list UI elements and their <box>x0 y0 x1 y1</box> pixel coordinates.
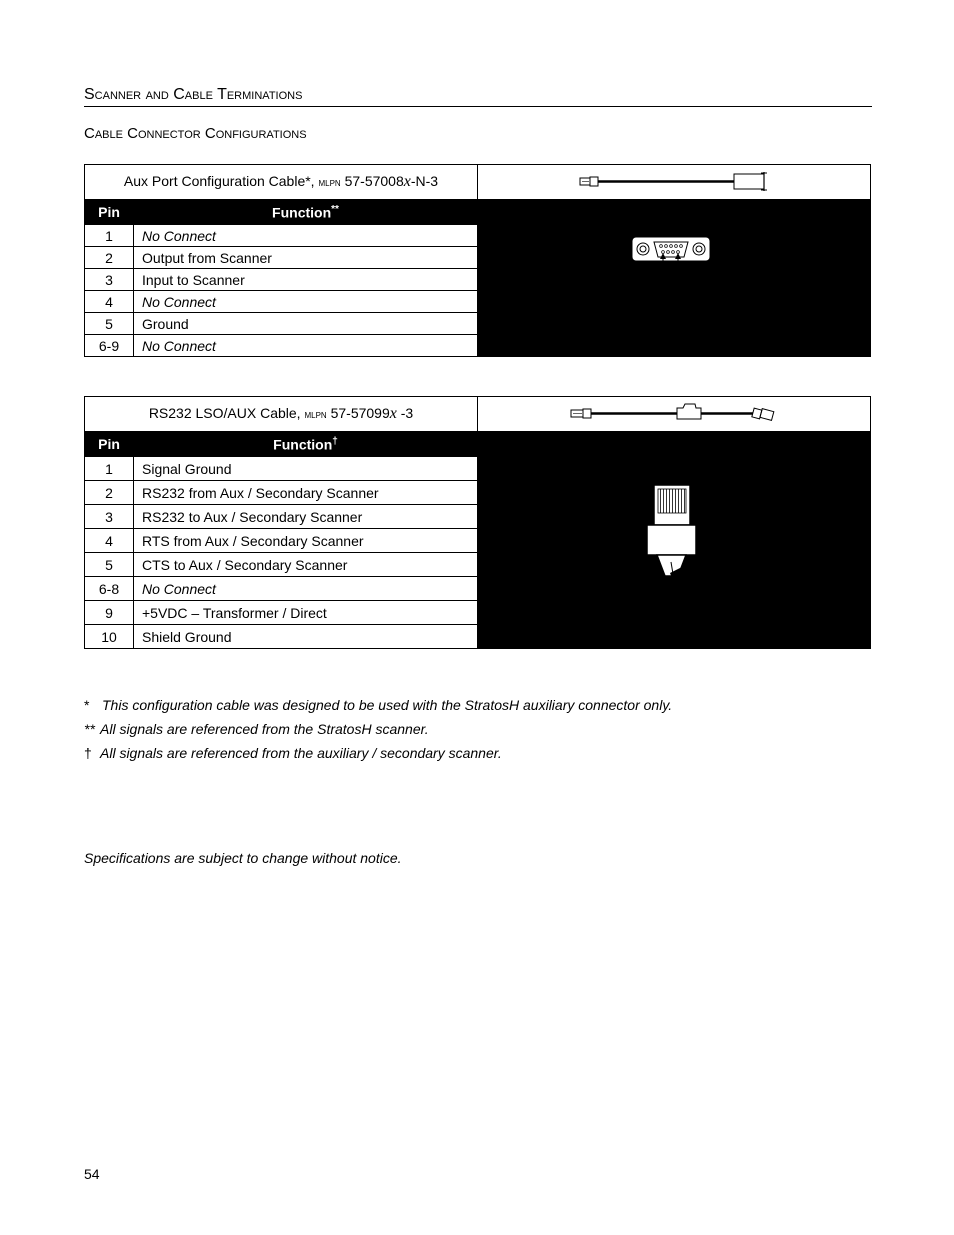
pin-number: 3 <box>85 269 134 291</box>
pin-number: 3 <box>85 505 134 529</box>
aux-port-cable-table <box>84 164 871 357</box>
pin-number: 2 <box>85 481 134 505</box>
pin-function: RS232 to Aux / Secondary Scanner <box>134 505 478 529</box>
pin-function: No Connect <box>134 335 478 357</box>
pin-label-6: 6 <box>676 272 684 286</box>
pin-label-5: 5 <box>654 209 662 223</box>
table-title: RS232 LSO/AUX Cable, mlpn 57-57099x -3 <box>85 397 478 432</box>
pin-number: 2 <box>85 247 134 269</box>
footnote-dagger: † All signals are referenced from the auxiliary / secondary scanner. <box>84 745 502 761</box>
pin-function: Input to Scanner <box>134 269 478 291</box>
pin-number: 5 <box>85 313 134 335</box>
connector-diagram <box>478 200 871 357</box>
rs232-cable-icon <box>569 400 779 426</box>
pin-function: Signal Ground <box>134 457 478 481</box>
pin-number: 4 <box>85 291 134 313</box>
pin-function: No Connect <box>134 291 478 313</box>
pin-function: Ground <box>134 313 478 335</box>
subsection-title: Cable Connector Configurations <box>84 125 307 142</box>
specifications-note: Specifications are subject to change without notice. <box>84 850 402 866</box>
section-title: Scanner and Cable Terminations <box>84 86 872 107</box>
pin-function: RTS from Aux / Secondary Scanner <box>134 529 478 553</box>
connector-caption: 10-Position Angled Modular Plug <box>574 610 769 624</box>
pin-function: CTS to Aux / Secondary Scanner <box>134 553 478 577</box>
pin-number: 5 <box>85 553 134 577</box>
pin-label-1: 1 <box>678 209 686 223</box>
connector-caption: 9-Pin D-Type Connector <box>601 291 743 305</box>
pin-number: 1 <box>85 457 134 481</box>
pin-label-10: 10 <box>683 467 697 481</box>
aux-cable-icon <box>574 168 774 194</box>
pin-function: Output from Scanner <box>134 247 478 269</box>
footnote-double-asterisk: ** All signals are referenced from the StratosH scanner. <box>84 721 429 737</box>
modular-plug-icon <box>574 436 774 626</box>
pin-function: No Connect <box>134 577 478 601</box>
pin-number: 6-9 <box>85 335 134 357</box>
pin-column-header: Pin <box>85 432 134 457</box>
pin-function: No Connect <box>134 225 478 247</box>
rs232-lso-aux-cable-table <box>84 396 871 649</box>
pin-label-1: 1 <box>649 467 657 481</box>
function-column-header: Function† <box>134 432 478 457</box>
connector-diagram <box>478 432 871 649</box>
footnote-asterisk: * This configuration cable was designed to be used with the StratosH auxiliary connector only. <box>84 697 673 713</box>
pin-function: +5VDC – Transformer / Direct <box>134 601 478 625</box>
cable-illustration <box>478 165 871 200</box>
pin-number: 10 <box>85 625 134 649</box>
pin-function: RS232 from Aux / Secondary Scanner <box>134 481 478 505</box>
page-number: 54 <box>84 1166 100 1182</box>
cable-illustration <box>478 397 871 432</box>
pin-label-9: 9 <box>656 272 664 286</box>
pin-column-header: Pin <box>85 200 134 225</box>
pin-number: 4 <box>85 529 134 553</box>
table-title: Aux Port Configuration Cable*, mlpn 57-57008x-N-3 <box>85 165 478 200</box>
pin-function: Shield Ground <box>134 625 478 649</box>
pin-number: 1 <box>85 225 134 247</box>
pin-number: 9 <box>85 601 134 625</box>
function-column-header: Function** <box>134 200 478 225</box>
pin-number: 6-8 <box>85 577 134 601</box>
db9-connector-icon <box>574 204 774 334</box>
